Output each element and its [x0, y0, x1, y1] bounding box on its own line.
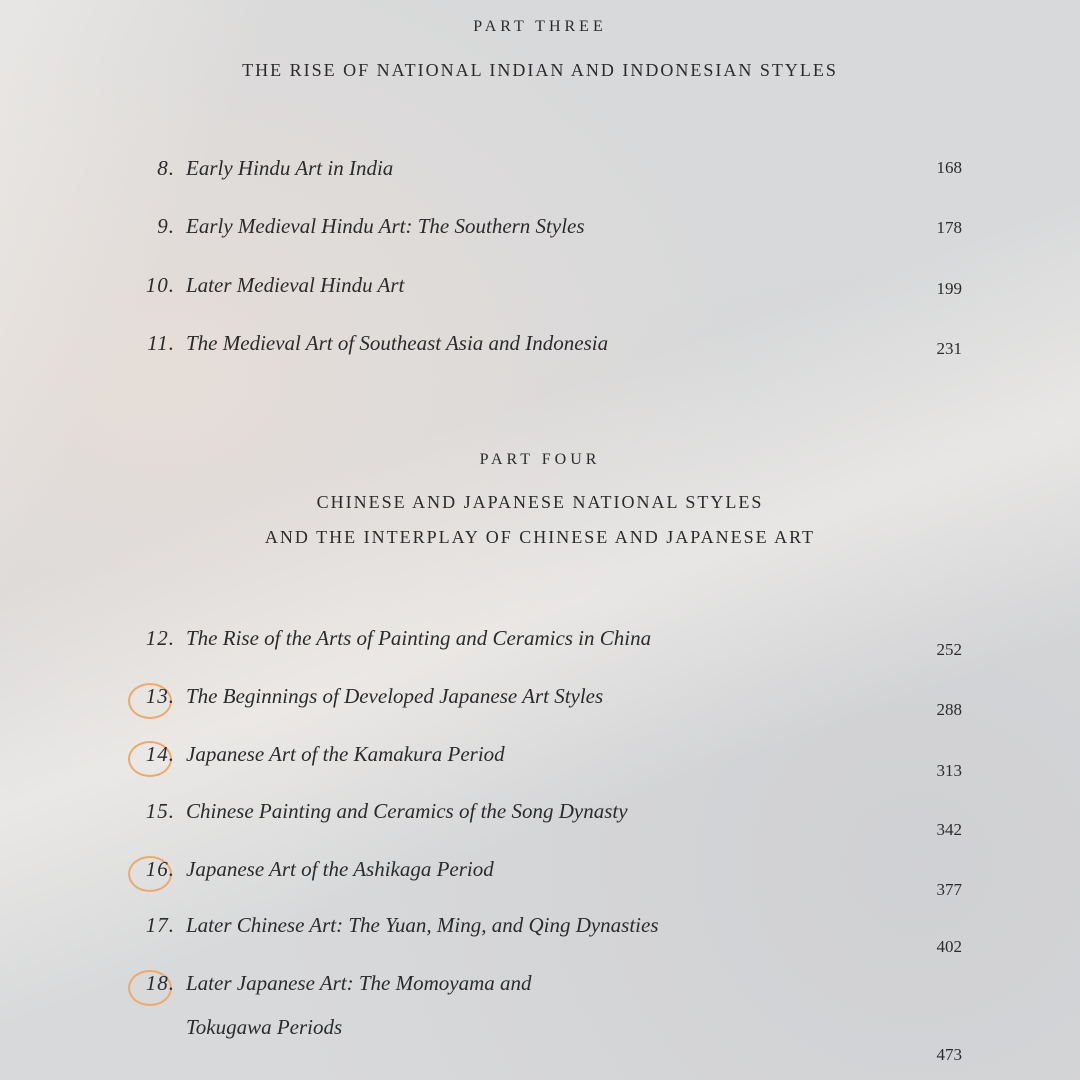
page-number: 168 [936, 158, 962, 177]
chapter-title: Early Hindu Art in India [186, 156, 394, 180]
toc-entry [0, 214, 1080, 248]
toc-entry [0, 971, 1080, 1064]
page-number: 313 [936, 761, 962, 780]
toc-entry [0, 626, 1080, 660]
part-three-label: PART THREE [473, 18, 607, 35]
chapter-number: 10. [145, 273, 175, 297]
toc-entry [0, 799, 1080, 839]
chapter-number: 17. [145, 913, 175, 937]
toc-entry [0, 273, 1080, 307]
chapter-title: Early Medieval Hindu Art: The Southern Styles [186, 214, 585, 238]
page-number: 199 [936, 279, 962, 298]
toc-entry [0, 742, 1080, 780]
chapter-title: Later Medieval Hindu Art [186, 273, 405, 297]
chapter-title: Chinese Painting and Ceramics of the Song Dynasty [186, 799, 628, 823]
page-number: 377 [936, 880, 962, 899]
chapter-number: 13. [145, 684, 175, 708]
page-number: 342 [936, 820, 962, 839]
toc-entry [0, 857, 1080, 899]
chapter-number: 12. [145, 626, 175, 650]
page-number: 402 [936, 937, 962, 956]
part-four-label: PART FOUR [479, 451, 601, 468]
chapter-number: 9. [157, 214, 175, 238]
chapter-title: The Beginnings of Developed Japanese Art Styles [186, 684, 604, 708]
chapter-number: 15. [145, 799, 175, 823]
page-number: 178 [936, 218, 962, 237]
toc-entry [0, 331, 1080, 365]
page-number: 288 [936, 700, 962, 719]
part-three-title: THE RISE OF NATIONAL INDIAN AND INDONESIAN STYLES [242, 60, 838, 80]
chapter-number: 14. [145, 742, 175, 766]
chapter-number: 11. [147, 331, 175, 355]
chapter-title: The Rise of the Arts of Painting and Ceramics in China [186, 626, 652, 650]
page-number: 473 [936, 1045, 962, 1064]
toc-entry [0, 913, 1080, 956]
chapter-title: Japanese Art of the Ashikaga Period [186, 857, 494, 881]
chapter-title: Later Japanese Art: The Momoyama and [186, 971, 532, 995]
part-four-title-line2: AND THE INTERPLAY OF CHINESE AND JAPANESE ART [264, 527, 816, 547]
toc-entry [0, 156, 1080, 190]
page-number: 252 [936, 640, 962, 659]
chapter-title: Later Chinese Art: The Yuan, Ming, and Qing Dynasties [186, 913, 659, 937]
chapter-title: Japanese Art of the Kamakura Period [186, 742, 505, 766]
part-four-title-line1: CHINESE AND JAPANESE NATIONAL STYLES [316, 492, 764, 512]
chapter-number: 16. [145, 857, 175, 881]
chapter-title-continued: Tokugawa Periods [186, 1015, 343, 1039]
chapter-title: The Medieval Art of Southeast Asia and Indonesia [186, 331, 609, 355]
toc-entry [0, 684, 1080, 718]
page-number: 231 [936, 339, 962, 358]
chapter-number: 8. [157, 156, 175, 180]
chapter-number: 18. [145, 971, 175, 995]
